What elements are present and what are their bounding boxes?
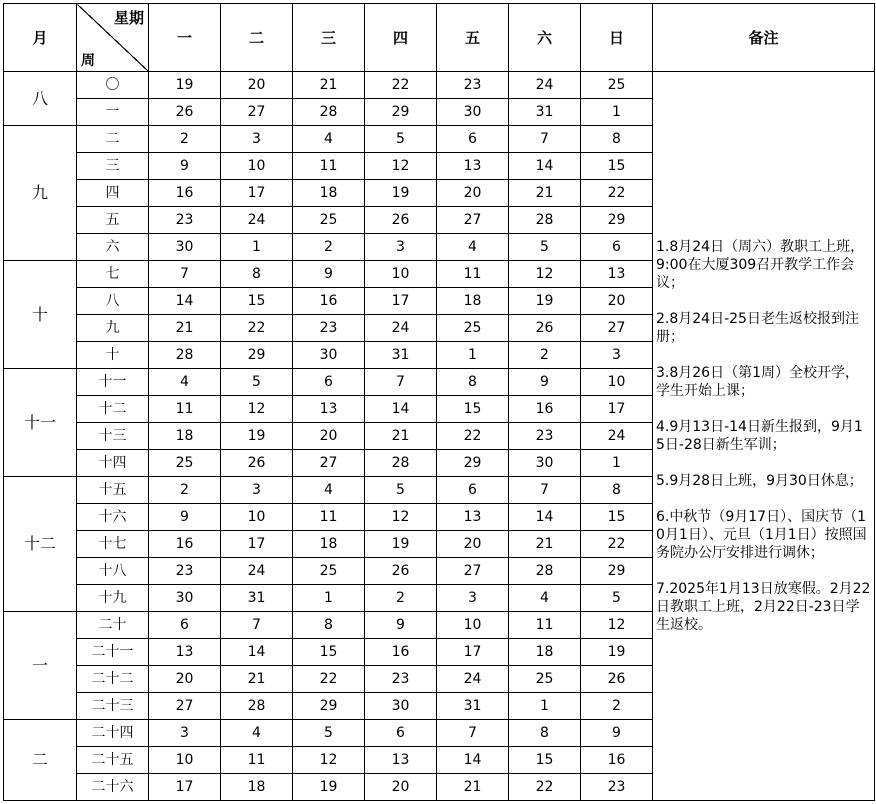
date-cell: 1 bbox=[581, 450, 653, 477]
date-cell: 19 bbox=[221, 423, 293, 450]
date-cell: 14 bbox=[365, 396, 437, 423]
date-cell: 20 bbox=[437, 531, 509, 558]
date-cell: 31 bbox=[437, 693, 509, 720]
date-cell: 2 bbox=[293, 234, 365, 261]
date-cell: 31 bbox=[509, 99, 581, 126]
date-cell: 4 bbox=[437, 234, 509, 261]
date-cell: 3 bbox=[581, 342, 653, 369]
week-number-cell: 二十四 bbox=[77, 720, 149, 747]
date-cell: 18 bbox=[293, 531, 365, 558]
date-cell: 4 bbox=[293, 126, 365, 153]
date-cell: 30 bbox=[365, 693, 437, 720]
week-number-cell: 十八 bbox=[77, 558, 149, 585]
day-header-mon: 一 bbox=[149, 4, 221, 72]
date-cell: 12 bbox=[221, 396, 293, 423]
week-number-cell: 三 bbox=[77, 153, 149, 180]
remark-item: 4.9月13日-14日新生报到，9月15日-28日新生军训； bbox=[656, 419, 863, 453]
date-cell: 23 bbox=[149, 558, 221, 585]
date-cell: 6 bbox=[581, 234, 653, 261]
date-cell: 8 bbox=[437, 369, 509, 396]
remark-item: 2.8月24日-25日老生返校报到注册； bbox=[656, 311, 859, 345]
date-cell: 1 bbox=[437, 342, 509, 369]
date-cell: 5 bbox=[581, 585, 653, 612]
date-cell: 10 bbox=[581, 369, 653, 396]
date-cell: 9 bbox=[149, 504, 221, 531]
date-cell: 26 bbox=[365, 207, 437, 234]
date-cell: 4 bbox=[293, 477, 365, 504]
date-cell: 15 bbox=[509, 747, 581, 774]
date-cell: 28 bbox=[221, 693, 293, 720]
week-number-cell: 五 bbox=[77, 207, 149, 234]
date-cell: 20 bbox=[293, 423, 365, 450]
date-cell: 6 bbox=[149, 612, 221, 639]
date-cell: 24 bbox=[221, 207, 293, 234]
date-cell: 25 bbox=[293, 207, 365, 234]
date-cell: 17 bbox=[365, 288, 437, 315]
day-header-tue: 二 bbox=[221, 4, 293, 72]
date-cell: 18 bbox=[293, 180, 365, 207]
day-header-fri: 五 bbox=[437, 4, 509, 72]
date-cell: 24 bbox=[221, 558, 293, 585]
date-cell: 29 bbox=[293, 693, 365, 720]
date-cell: 9 bbox=[149, 153, 221, 180]
date-cell: 23 bbox=[293, 315, 365, 342]
date-cell: 16 bbox=[149, 180, 221, 207]
date-cell: 26 bbox=[149, 99, 221, 126]
date-cell: 8 bbox=[581, 126, 653, 153]
date-cell: 5 bbox=[365, 126, 437, 153]
week-number-cell: 二 bbox=[77, 126, 149, 153]
date-cell: 14 bbox=[437, 747, 509, 774]
date-cell: 8 bbox=[293, 612, 365, 639]
date-cell: 21 bbox=[293, 72, 365, 99]
date-cell: 11 bbox=[509, 612, 581, 639]
date-cell: 23 bbox=[437, 72, 509, 99]
day-header-wed: 三 bbox=[293, 4, 365, 72]
date-cell: 9 bbox=[365, 612, 437, 639]
date-cell: 6 bbox=[437, 126, 509, 153]
date-cell: 13 bbox=[365, 747, 437, 774]
remarks-header: 备注 bbox=[653, 4, 875, 72]
date-cell: 14 bbox=[509, 153, 581, 180]
date-cell: 25 bbox=[509, 666, 581, 693]
date-cell: 3 bbox=[437, 585, 509, 612]
date-cell: 3 bbox=[221, 477, 293, 504]
date-cell: 18 bbox=[221, 774, 293, 801]
date-cell: 30 bbox=[437, 99, 509, 126]
date-cell: 13 bbox=[293, 396, 365, 423]
date-cell: 17 bbox=[149, 774, 221, 801]
date-cell: 19 bbox=[149, 72, 221, 99]
weekday-label: 星期 bbox=[113, 9, 144, 27]
week-number-cell: 十九 bbox=[77, 585, 149, 612]
week-number-cell: 十五 bbox=[77, 477, 149, 504]
date-cell: 22 bbox=[509, 774, 581, 801]
date-cell: 20 bbox=[149, 666, 221, 693]
date-cell: 16 bbox=[509, 396, 581, 423]
date-cell: 20 bbox=[365, 774, 437, 801]
date-cell: 11 bbox=[293, 504, 365, 531]
date-cell: 21 bbox=[149, 315, 221, 342]
date-cell: 4 bbox=[221, 720, 293, 747]
date-cell: 29 bbox=[581, 207, 653, 234]
remark-item: 1.8月24日（周六）教职工上班，9:00在大厦309召开教学工作会议； bbox=[656, 239, 865, 291]
date-cell: 20 bbox=[581, 288, 653, 315]
week-number-cell: 二十五 bbox=[77, 747, 149, 774]
date-cell: 29 bbox=[581, 558, 653, 585]
date-cell: 2 bbox=[149, 477, 221, 504]
week-number-cell: 二十 bbox=[77, 612, 149, 639]
date-cell: 7 bbox=[365, 369, 437, 396]
week-number-cell: 〇 bbox=[77, 72, 149, 99]
date-cell: 9 bbox=[581, 720, 653, 747]
remark-item: 5.9月28日上班，9月30日休息； bbox=[656, 473, 863, 489]
week-label: 周 bbox=[81, 53, 95, 69]
date-cell: 12 bbox=[365, 504, 437, 531]
date-cell: 31 bbox=[221, 585, 293, 612]
date-cell: 12 bbox=[365, 153, 437, 180]
date-cell: 25 bbox=[149, 450, 221, 477]
date-cell: 29 bbox=[365, 99, 437, 126]
date-cell: 17 bbox=[221, 531, 293, 558]
date-cell: 5 bbox=[221, 369, 293, 396]
date-cell: 7 bbox=[149, 261, 221, 288]
date-cell: 25 bbox=[581, 72, 653, 99]
date-cell: 12 bbox=[509, 261, 581, 288]
date-cell: 28 bbox=[509, 207, 581, 234]
date-cell: 21 bbox=[509, 531, 581, 558]
day-header-sat: 六 bbox=[509, 4, 581, 72]
date-cell: 6 bbox=[293, 369, 365, 396]
date-cell: 22 bbox=[581, 531, 653, 558]
month-cell: 十一 bbox=[4, 369, 77, 477]
remark-item: 7.2025年1月13日放寒假。2月22日教职工上班，2月22日-23日学生返校。 bbox=[656, 581, 871, 633]
date-cell: 27 bbox=[437, 558, 509, 585]
date-cell: 11 bbox=[293, 153, 365, 180]
week-number-cell: 十三 bbox=[77, 423, 149, 450]
date-cell: 24 bbox=[437, 666, 509, 693]
week-number-cell: 十六 bbox=[77, 504, 149, 531]
date-cell: 19 bbox=[365, 180, 437, 207]
date-cell: 15 bbox=[437, 396, 509, 423]
date-cell: 18 bbox=[509, 639, 581, 666]
week-number-cell: 十四 bbox=[77, 450, 149, 477]
remark-item: 6.中秋节（9月17日）、国庆节（10月1日）、元旦（1月1日）按照国务院办公厅安排进行调休； bbox=[656, 509, 867, 561]
date-cell: 27 bbox=[149, 693, 221, 720]
date-cell: 10 bbox=[365, 261, 437, 288]
date-cell: 26 bbox=[581, 666, 653, 693]
date-cell: 1 bbox=[221, 234, 293, 261]
school-calendar-table bbox=[3, 3, 875, 801]
date-cell: 15 bbox=[221, 288, 293, 315]
date-cell: 19 bbox=[581, 639, 653, 666]
date-cell: 27 bbox=[581, 315, 653, 342]
date-cell: 13 bbox=[437, 153, 509, 180]
date-cell: 11 bbox=[221, 747, 293, 774]
day-header-thu: 四 bbox=[365, 4, 437, 72]
date-cell: 14 bbox=[509, 504, 581, 531]
date-cell: 15 bbox=[581, 153, 653, 180]
date-cell: 24 bbox=[509, 72, 581, 99]
date-cell: 4 bbox=[509, 585, 581, 612]
date-cell: 21 bbox=[437, 774, 509, 801]
date-cell: 2 bbox=[509, 342, 581, 369]
date-cell: 8 bbox=[221, 261, 293, 288]
date-cell: 16 bbox=[293, 288, 365, 315]
date-cell: 19 bbox=[509, 288, 581, 315]
date-cell: 24 bbox=[365, 315, 437, 342]
date-cell: 19 bbox=[365, 531, 437, 558]
date-cell: 13 bbox=[149, 639, 221, 666]
date-cell: 28 bbox=[149, 342, 221, 369]
date-cell: 17 bbox=[581, 396, 653, 423]
week-number-cell: 十 bbox=[77, 342, 149, 369]
week-number-cell: 八 bbox=[77, 288, 149, 315]
week-number-cell: 九 bbox=[77, 315, 149, 342]
date-cell: 7 bbox=[509, 477, 581, 504]
date-cell: 9 bbox=[509, 369, 581, 396]
date-cell: 24 bbox=[581, 423, 653, 450]
date-cell: 11 bbox=[437, 261, 509, 288]
date-cell: 15 bbox=[293, 639, 365, 666]
date-cell: 31 bbox=[365, 342, 437, 369]
week-number-cell: 二十六 bbox=[77, 774, 149, 801]
date-cell: 1 bbox=[581, 99, 653, 126]
date-cell: 30 bbox=[509, 450, 581, 477]
week-number-cell: 四 bbox=[77, 180, 149, 207]
date-cell: 28 bbox=[365, 450, 437, 477]
date-cell: 14 bbox=[221, 639, 293, 666]
date-cell: 22 bbox=[581, 180, 653, 207]
month-cell: 八 bbox=[4, 72, 77, 126]
date-cell: 15 bbox=[581, 504, 653, 531]
date-cell: 8 bbox=[581, 477, 653, 504]
date-cell: 23 bbox=[365, 666, 437, 693]
date-cell: 7 bbox=[221, 612, 293, 639]
date-cell: 2 bbox=[581, 693, 653, 720]
week-number-cell: 十七 bbox=[77, 531, 149, 558]
date-cell: 1 bbox=[293, 585, 365, 612]
date-cell: 28 bbox=[293, 99, 365, 126]
date-cell: 17 bbox=[437, 639, 509, 666]
date-cell: 16 bbox=[149, 531, 221, 558]
date-cell: 20 bbox=[221, 72, 293, 99]
date-cell: 23 bbox=[509, 423, 581, 450]
date-cell: 3 bbox=[149, 720, 221, 747]
month-cell: 十二 bbox=[4, 477, 77, 612]
month-cell: 二 bbox=[4, 720, 77, 801]
date-cell: 27 bbox=[221, 99, 293, 126]
date-cell: 28 bbox=[509, 558, 581, 585]
week-number-cell: 十一 bbox=[77, 369, 149, 396]
date-cell: 30 bbox=[149, 585, 221, 612]
date-cell: 29 bbox=[437, 450, 509, 477]
day-header-sun: 日 bbox=[581, 4, 653, 72]
date-cell: 23 bbox=[581, 774, 653, 801]
date-cell: 5 bbox=[509, 234, 581, 261]
date-cell: 3 bbox=[365, 234, 437, 261]
date-cell: 26 bbox=[509, 315, 581, 342]
week-weekday-header bbox=[77, 4, 149, 72]
date-cell: 25 bbox=[437, 315, 509, 342]
date-cell: 13 bbox=[581, 261, 653, 288]
date-cell: 25 bbox=[293, 558, 365, 585]
remarks-cell bbox=[653, 72, 875, 801]
date-cell: 22 bbox=[437, 423, 509, 450]
header-row bbox=[4, 4, 875, 72]
date-cell: 21 bbox=[365, 423, 437, 450]
week-row bbox=[4, 72, 875, 99]
date-cell: 21 bbox=[221, 666, 293, 693]
date-cell: 6 bbox=[437, 477, 509, 504]
date-cell: 7 bbox=[437, 720, 509, 747]
date-cell: 22 bbox=[293, 666, 365, 693]
date-cell: 5 bbox=[365, 477, 437, 504]
week-number-cell: 二十一 bbox=[77, 639, 149, 666]
date-cell: 12 bbox=[581, 612, 653, 639]
date-cell: 17 bbox=[221, 180, 293, 207]
week-number-cell: 一 bbox=[77, 99, 149, 126]
date-cell: 22 bbox=[221, 315, 293, 342]
date-cell: 27 bbox=[437, 207, 509, 234]
date-cell: 6 bbox=[365, 720, 437, 747]
week-number-cell: 六 bbox=[77, 234, 149, 261]
date-cell: 26 bbox=[221, 450, 293, 477]
month-cell: 九 bbox=[4, 126, 77, 261]
date-cell: 30 bbox=[293, 342, 365, 369]
date-cell: 22 bbox=[365, 72, 437, 99]
month-header: 月 bbox=[4, 4, 77, 72]
calendar-container bbox=[3, 3, 875, 801]
date-cell: 10 bbox=[149, 747, 221, 774]
date-cell: 26 bbox=[365, 558, 437, 585]
date-cell: 18 bbox=[437, 288, 509, 315]
month-cell: 一 bbox=[4, 612, 77, 720]
month-cell: 十 bbox=[4, 261, 77, 369]
date-cell: 2 bbox=[149, 126, 221, 153]
date-cell: 29 bbox=[221, 342, 293, 369]
date-cell: 20 bbox=[437, 180, 509, 207]
date-cell: 11 bbox=[149, 396, 221, 423]
date-cell: 23 bbox=[149, 207, 221, 234]
date-cell: 30 bbox=[149, 234, 221, 261]
date-cell: 16 bbox=[581, 747, 653, 774]
date-cell: 9 bbox=[293, 261, 365, 288]
date-cell: 10 bbox=[221, 504, 293, 531]
date-cell: 16 bbox=[365, 639, 437, 666]
date-cell: 4 bbox=[149, 369, 221, 396]
date-cell: 12 bbox=[293, 747, 365, 774]
date-cell: 27 bbox=[293, 450, 365, 477]
date-cell: 3 bbox=[221, 126, 293, 153]
date-cell: 21 bbox=[509, 180, 581, 207]
date-cell: 7 bbox=[509, 126, 581, 153]
date-cell: 18 bbox=[149, 423, 221, 450]
week-number-cell: 十二 bbox=[77, 396, 149, 423]
date-cell: 1 bbox=[509, 693, 581, 720]
week-number-cell: 二十三 bbox=[77, 693, 149, 720]
date-cell: 10 bbox=[437, 612, 509, 639]
remark-item: 3.8月26日（第1周）全校开学，学生开始上课； bbox=[656, 365, 859, 399]
calendar-body bbox=[4, 4, 875, 801]
date-cell: 19 bbox=[293, 774, 365, 801]
date-cell: 10 bbox=[221, 153, 293, 180]
date-cell: 13 bbox=[437, 504, 509, 531]
date-cell: 5 bbox=[293, 720, 365, 747]
date-cell: 2 bbox=[365, 585, 437, 612]
date-cell: 14 bbox=[149, 288, 221, 315]
date-cell: 8 bbox=[509, 720, 581, 747]
week-number-cell: 二十二 bbox=[77, 666, 149, 693]
week-number-cell: 七 bbox=[77, 261, 149, 288]
